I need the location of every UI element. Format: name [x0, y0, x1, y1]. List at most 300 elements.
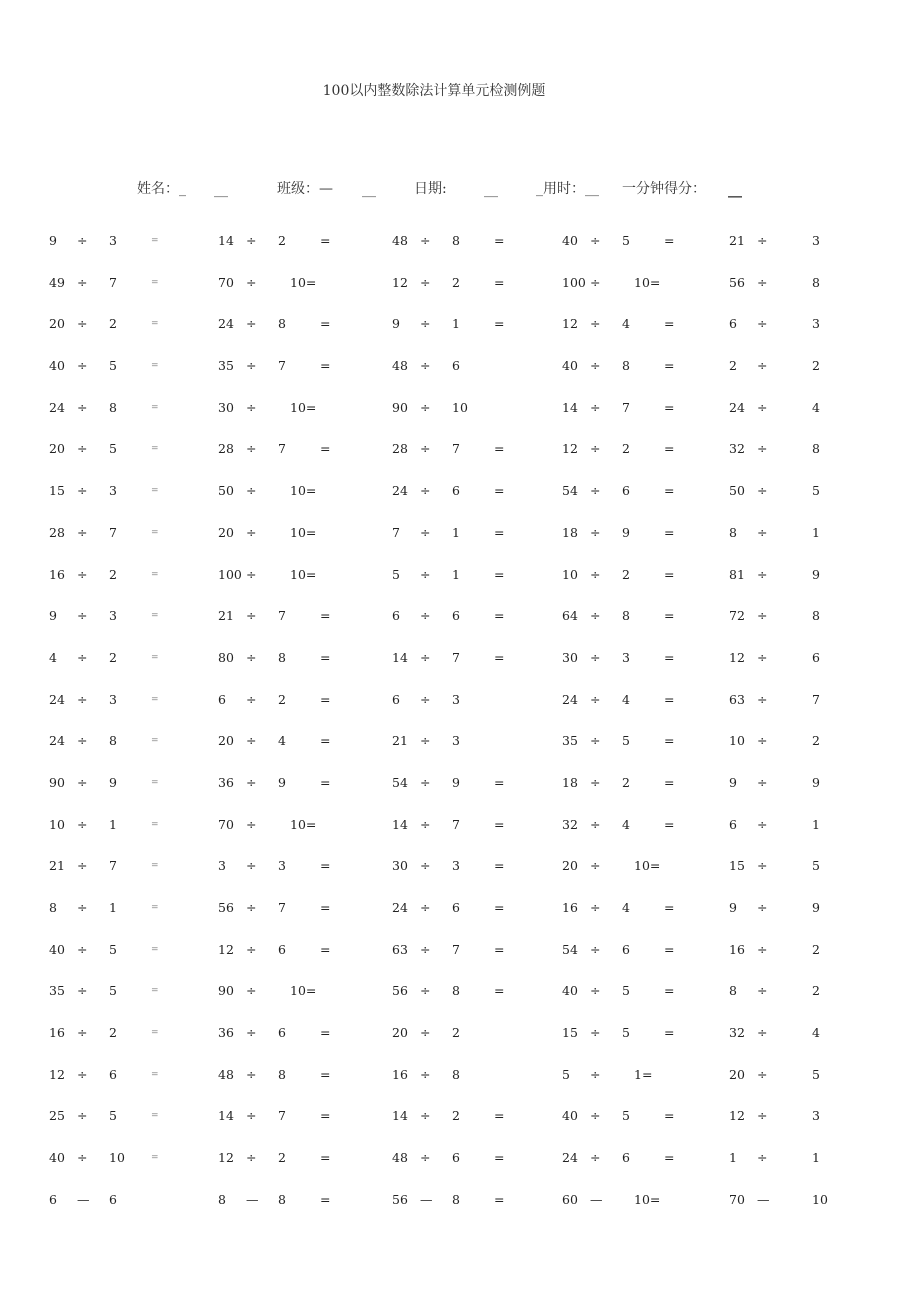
- division-operator: ÷: [590, 1066, 601, 1082]
- dividend: 15: [49, 483, 65, 499]
- dividend: 49: [49, 274, 65, 290]
- dividend: 56: [392, 983, 408, 999]
- dividend: 40: [562, 983, 578, 999]
- dividend: 9: [49, 608, 57, 624]
- problem-row: [0, 645, 920, 687]
- division-operator: ÷: [246, 608, 257, 624]
- dividend: 1: [729, 1150, 737, 1166]
- divisor: 7: [109, 524, 117, 540]
- divisor: 3: [452, 858, 460, 874]
- dividend: 64: [562, 608, 578, 624]
- divisor: 10: [452, 399, 468, 415]
- dividend: 12: [49, 1066, 65, 1082]
- problem-row: [0, 311, 920, 353]
- dividend: 24: [392, 483, 408, 499]
- division-operator: ÷: [77, 524, 88, 540]
- division-operator: ÷: [246, 1066, 257, 1082]
- division-operator: ÷: [420, 441, 431, 457]
- divisor: 6: [109, 1066, 117, 1082]
- division-operator: ÷: [246, 1025, 257, 1041]
- divisor: 2: [452, 1108, 460, 1124]
- divisor: 8: [812, 608, 820, 624]
- division-operator: ÷: [77, 816, 88, 832]
- dividend: 3: [218, 858, 226, 874]
- equals-sign: =: [320, 941, 331, 957]
- equals-sign: =: [320, 608, 331, 624]
- division-operator: ÷: [246, 1150, 257, 1166]
- equals-sign: =: [151, 611, 159, 622]
- dividend: 36: [218, 1025, 234, 1041]
- equals-sign: =: [151, 861, 159, 872]
- division-operator: ÷: [77, 691, 88, 707]
- division-operator: —: [757, 1191, 770, 1207]
- division-operator: ÷: [757, 566, 768, 582]
- dividend: 24: [218, 316, 234, 332]
- equals-sign: =: [151, 652, 159, 663]
- equals-sign: =: [151, 527, 159, 538]
- dividend: 14: [392, 816, 408, 832]
- divisor: 7: [452, 441, 460, 457]
- equals-sign: =: [494, 649, 505, 665]
- equals-sign: =: [151, 986, 159, 997]
- equals-sign: =: [494, 983, 505, 999]
- dividend: 35: [562, 733, 578, 749]
- division-operator: —: [77, 1191, 90, 1207]
- divisor: 7: [452, 649, 460, 665]
- divisor: 7: [278, 358, 286, 374]
- divisor: 6: [622, 483, 630, 499]
- equals-sign: =: [664, 316, 675, 332]
- division-operator: ÷: [590, 774, 601, 790]
- problem-row: [0, 1145, 920, 1187]
- division-operator: ÷: [757, 774, 768, 790]
- divisor: 3: [622, 649, 630, 665]
- divisor: 9: [812, 900, 820, 915]
- division-operator: ÷: [77, 316, 88, 332]
- division-operator: ÷: [420, 524, 431, 540]
- division-operator: ÷: [757, 358, 768, 374]
- problem-row: [0, 812, 920, 854]
- equals-sign: =: [494, 441, 505, 457]
- divisor: 10=: [290, 483, 317, 499]
- dividend: 5: [562, 1066, 570, 1082]
- division-operator: ÷: [246, 858, 257, 874]
- divisor: 8: [278, 316, 286, 332]
- divisor: 5: [622, 1108, 630, 1124]
- division-operator: ÷: [757, 1066, 768, 1082]
- problem-row: [0, 478, 920, 520]
- dividend: 14: [392, 1108, 408, 1124]
- division-operator: ÷: [77, 858, 88, 874]
- division-operator: ÷: [246, 941, 257, 957]
- dividend: 12: [729, 1108, 745, 1124]
- equals-sign: =: [664, 691, 675, 707]
- divisor: 5: [109, 983, 117, 999]
- dividend: 54: [562, 483, 578, 499]
- division-operator: ÷: [77, 649, 88, 665]
- divisor: 7: [278, 441, 286, 457]
- equals-sign: =: [494, 233, 505, 248]
- equals-sign: =: [494, 1150, 505, 1166]
- divisor: 3: [812, 1108, 820, 1124]
- divisor: 4: [812, 399, 820, 415]
- problem-row: [0, 353, 920, 395]
- problem-row: [0, 1187, 920, 1229]
- division-operator: ÷: [757, 816, 768, 832]
- problem-row: [0, 978, 920, 1020]
- dividend: 7: [392, 524, 400, 540]
- divisor: 6: [452, 483, 460, 499]
- division-operator: ÷: [77, 358, 88, 374]
- divisor: 9: [278, 774, 286, 790]
- dividend: 54: [392, 774, 408, 790]
- dividend: 56: [218, 900, 234, 915]
- equals-sign: =: [151, 777, 159, 788]
- division-operator: ÷: [77, 399, 88, 415]
- problem-row: [0, 562, 920, 604]
- dividend: 16: [729, 941, 745, 957]
- division-operator: ÷: [590, 1025, 601, 1041]
- division-operator: —: [590, 1191, 603, 1207]
- dividend: 14: [218, 233, 234, 248]
- dividend: 20: [218, 733, 234, 749]
- divisor: 1: [109, 900, 117, 915]
- divisor: 1=: [634, 1066, 653, 1082]
- divisor: 4: [812, 1025, 820, 1041]
- equals-sign: =: [664, 1025, 675, 1041]
- division-operator: ÷: [590, 316, 601, 332]
- divisor: 6: [812, 649, 820, 665]
- divisor: 6: [452, 608, 460, 624]
- dividend: 70: [729, 1191, 745, 1207]
- divisor: 8: [622, 358, 630, 374]
- dividend: 56: [392, 1191, 408, 1207]
- equals-sign: =: [664, 566, 675, 582]
- dividend: 90: [49, 774, 65, 790]
- equals-sign: =: [320, 1066, 331, 1082]
- equals-sign: =: [320, 858, 331, 874]
- equals-sign: =: [664, 358, 675, 374]
- problem-row: [0, 436, 920, 478]
- dividend: 70: [218, 274, 234, 290]
- dividend: 21: [392, 733, 408, 749]
- division-operator: ÷: [246, 233, 257, 248]
- equals-sign: =: [494, 858, 505, 874]
- dividend: 12: [218, 941, 234, 957]
- divisor: 10=: [634, 858, 661, 874]
- divisor: 9: [622, 524, 630, 540]
- divisor: 8: [452, 233, 460, 248]
- equals-sign: =: [664, 233, 675, 248]
- equals-sign: =: [151, 694, 159, 705]
- dividend: 12: [562, 316, 578, 332]
- dividend: 20: [49, 441, 65, 457]
- dividend: 10: [49, 816, 65, 832]
- dividend: 80: [218, 649, 234, 665]
- date-blank[interactable]: __: [484, 182, 498, 198]
- division-operator: ÷: [246, 816, 257, 832]
- division-operator: ÷: [77, 1025, 88, 1041]
- divisor: 8: [812, 441, 820, 457]
- dividend: 40: [562, 358, 578, 374]
- dividend: 48: [392, 358, 408, 374]
- divisor: 10=: [290, 274, 317, 290]
- dividend: 6: [218, 691, 226, 707]
- division-operator: ÷: [246, 316, 257, 332]
- divisor: 2: [109, 1025, 117, 1041]
- divisor: 5: [109, 441, 117, 457]
- divisor: 3: [812, 233, 820, 248]
- divisor: 2: [812, 983, 820, 999]
- equals-sign: =: [151, 236, 159, 246]
- dividend: 100: [218, 566, 242, 582]
- division-operator: ÷: [757, 441, 768, 457]
- dividend: 63: [729, 691, 745, 707]
- equals-sign: =: [151, 819, 159, 830]
- equals-sign: =: [320, 1025, 331, 1041]
- divisor: 7: [278, 608, 286, 624]
- dividend: 32: [562, 816, 578, 832]
- division-operator: ÷: [590, 483, 601, 499]
- dividend: 60: [562, 1191, 578, 1207]
- problem-row: [0, 728, 920, 770]
- equals-sign: =: [494, 1108, 505, 1124]
- division-operator: ÷: [757, 733, 768, 749]
- division-operator: ÷: [590, 900, 601, 915]
- equals-sign: =: [494, 483, 505, 499]
- dividend: 5: [392, 566, 400, 582]
- dividend: 12: [218, 1150, 234, 1166]
- equals-sign: =: [320, 233, 331, 248]
- equals-sign: =: [664, 608, 675, 624]
- division-operator: ÷: [420, 941, 431, 957]
- division-operator: ÷: [590, 858, 601, 874]
- division-operator: ÷: [757, 1150, 768, 1166]
- dividend: 8: [729, 524, 737, 540]
- divisor: 7: [622, 399, 630, 415]
- divisor: 9: [452, 774, 460, 790]
- divisor: 2: [622, 566, 630, 582]
- division-operator: ÷: [590, 441, 601, 457]
- division-operator: ÷: [757, 316, 768, 332]
- divisor: 5: [812, 483, 820, 499]
- equals-sign: =: [151, 944, 159, 955]
- divisor: 2: [278, 233, 286, 248]
- divisor: 10=: [634, 274, 661, 290]
- division-operator: ÷: [77, 1150, 88, 1166]
- dividend: 16: [392, 1066, 408, 1082]
- division-operator: ÷: [420, 774, 431, 790]
- equals-sign: =: [494, 816, 505, 832]
- dividend: 81: [729, 566, 745, 582]
- divisor: 3: [278, 858, 286, 874]
- dividend: 32: [729, 441, 745, 457]
- division-operator: ÷: [590, 649, 601, 665]
- divisor: 2: [278, 1150, 286, 1166]
- division-operator: ÷: [420, 608, 431, 624]
- divisor: 9: [109, 774, 117, 790]
- division-operator: ÷: [420, 316, 431, 332]
- divisor: 7: [278, 1108, 286, 1124]
- problem-row: [0, 853, 920, 895]
- divisor: 5: [109, 358, 117, 374]
- divisor: 10=: [290, 566, 317, 582]
- divisor: 5: [109, 941, 117, 957]
- divisor: 7: [812, 691, 820, 707]
- problem-row: [0, 687, 920, 729]
- divisor: 5: [812, 1066, 820, 1082]
- dividend: 10: [729, 733, 745, 749]
- equals-sign: =: [664, 1108, 675, 1124]
- dividend: 56: [729, 274, 745, 290]
- dividend: 8: [729, 983, 737, 999]
- equals-sign: =: [151, 1028, 159, 1039]
- division-operator: ÷: [590, 358, 601, 374]
- dividend: 50: [729, 483, 745, 499]
- dividend: 72: [729, 608, 745, 624]
- dividend: 28: [392, 441, 408, 457]
- divisor: 1: [812, 816, 820, 832]
- divisor: 8: [278, 1066, 286, 1082]
- division-operator: ÷: [420, 733, 431, 749]
- divisor: 7: [452, 941, 460, 957]
- dividend: 90: [392, 399, 408, 415]
- division-operator: ÷: [757, 399, 768, 415]
- division-operator: ÷: [590, 608, 601, 624]
- divisor: 10: [812, 1191, 828, 1207]
- division-operator: ÷: [246, 358, 257, 374]
- dividend: 48: [392, 1150, 408, 1166]
- divisor: 8: [109, 733, 117, 749]
- dividend: 10: [562, 566, 578, 582]
- divisor: 5: [622, 983, 630, 999]
- divisor: 6: [452, 358, 460, 374]
- division-operator: ÷: [246, 733, 257, 749]
- divisor: 6: [278, 1025, 286, 1041]
- equals-sign: =: [151, 402, 159, 413]
- division-operator: ÷: [757, 608, 768, 624]
- dividend: 24: [562, 691, 578, 707]
- dividend: 21: [729, 233, 745, 248]
- divisor: 1: [452, 316, 460, 332]
- equals-sign: =: [494, 316, 505, 332]
- divisor: 5: [109, 1108, 117, 1124]
- divisor: 8: [452, 1191, 460, 1207]
- divisor: 6: [622, 941, 630, 957]
- divisor: 10=: [290, 983, 317, 999]
- equals-sign: =: [664, 441, 675, 457]
- division-operator: ÷: [246, 1108, 257, 1124]
- equals-sign: =: [664, 649, 675, 665]
- dividend: 35: [218, 358, 234, 374]
- divisor: 3: [109, 608, 117, 624]
- divisor: 8: [452, 983, 460, 999]
- division-operator: ÷: [590, 233, 601, 248]
- divisor: 10: [109, 1150, 125, 1166]
- dividend: 8: [218, 1191, 226, 1207]
- division-operator: ÷: [757, 983, 768, 999]
- division-operator: ÷: [757, 274, 768, 290]
- score-blank[interactable]: __: [728, 182, 742, 198]
- dividend: 18: [562, 524, 578, 540]
- divisor: 5: [622, 733, 630, 749]
- divisor: 4: [278, 733, 286, 749]
- name-blank[interactable]: __: [214, 182, 228, 198]
- division-operator: ÷: [757, 233, 768, 248]
- equals-sign: =: [494, 900, 505, 915]
- dividend: 24: [49, 399, 65, 415]
- division-operator: ÷: [77, 1066, 88, 1082]
- division-operator: ÷: [246, 649, 257, 665]
- divisor: 6: [452, 900, 460, 915]
- dividend: 40: [562, 233, 578, 248]
- division-operator: ÷: [757, 524, 768, 540]
- division-operator: ÷: [420, 1066, 431, 1082]
- division-operator: ÷: [420, 358, 431, 374]
- divisor: 6: [452, 1150, 460, 1166]
- dividend: 30: [392, 858, 408, 874]
- equals-sign: =: [320, 774, 331, 790]
- divisor: 4: [622, 816, 630, 832]
- dividend: 32: [729, 1025, 745, 1041]
- division-operator: ÷: [77, 441, 88, 457]
- dividend: 14: [218, 1108, 234, 1124]
- equals-sign: =: [320, 316, 331, 332]
- equals-sign: =: [151, 903, 159, 913]
- divisor: 2: [812, 733, 820, 749]
- division-operator: ÷: [420, 858, 431, 874]
- equals-sign: =: [494, 524, 505, 540]
- division-operator: ÷: [420, 1150, 431, 1166]
- divisor: 4: [622, 691, 630, 707]
- dividend: 90: [218, 983, 234, 999]
- division-operator: ÷: [757, 858, 768, 874]
- divisor: 3: [109, 483, 117, 499]
- divisor: 2: [452, 274, 460, 290]
- dividend: 14: [562, 399, 578, 415]
- dividend: 9: [729, 900, 737, 915]
- problem-row: [0, 1062, 920, 1104]
- divisor: 3: [452, 691, 460, 707]
- division-operator: ÷: [590, 274, 601, 290]
- equals-sign: =: [320, 358, 331, 374]
- dividend: 9: [49, 233, 57, 248]
- division-operator: —: [246, 1191, 259, 1207]
- equals-sign: =: [494, 608, 505, 624]
- divisor: 9: [812, 566, 820, 582]
- equals-sign: =: [151, 569, 159, 580]
- equals-sign: =: [664, 941, 675, 957]
- dividend: 40: [49, 1150, 65, 1166]
- class-blank[interactable]: __: [362, 182, 376, 198]
- divisor: 2: [812, 358, 820, 374]
- division-operator: ÷: [77, 900, 88, 915]
- dividend: 28: [218, 441, 234, 457]
- division-operator: ÷: [77, 274, 88, 290]
- division-operator: ÷: [590, 399, 601, 415]
- date-label: 日期:: [414, 181, 447, 197]
- dividend: 48: [392, 233, 408, 248]
- divisor: 2: [812, 941, 820, 957]
- division-operator: ÷: [420, 1108, 431, 1124]
- dividend: 30: [562, 649, 578, 665]
- division-operator: ÷: [420, 900, 431, 915]
- divisor: 9: [812, 774, 820, 790]
- dividend: 21: [49, 858, 65, 874]
- dividend: 6: [392, 691, 400, 707]
- division-operator: ÷: [590, 983, 601, 999]
- divisor: 2: [278, 691, 286, 707]
